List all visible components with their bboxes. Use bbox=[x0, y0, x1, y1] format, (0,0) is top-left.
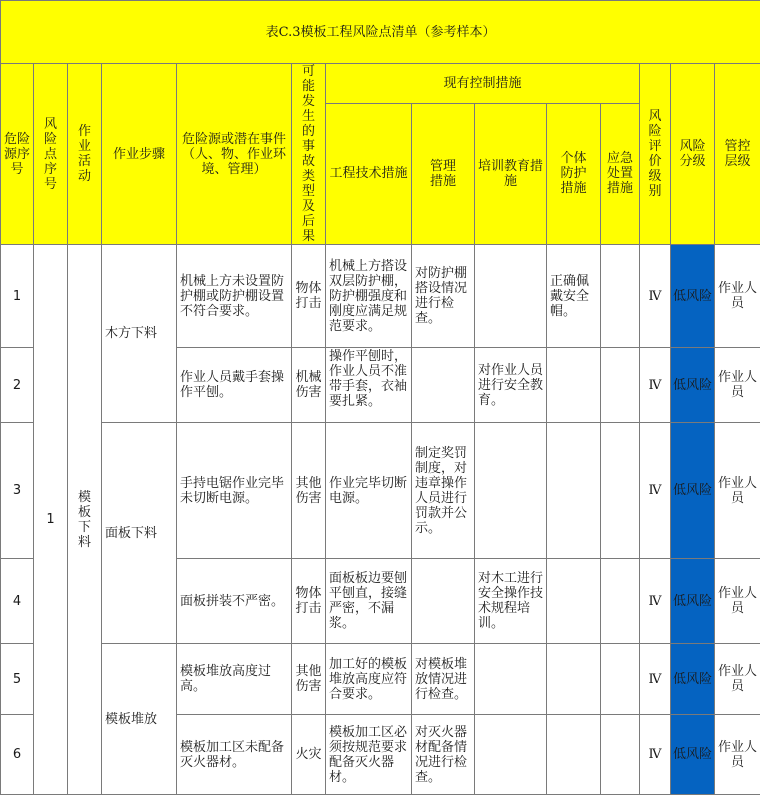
eng-cell bbox=[326, 348, 412, 423]
training-cell bbox=[475, 715, 547, 795]
mgmt-cell: 对灭火器材配备情况进行检查。 bbox=[412, 715, 475, 795]
table-row bbox=[1, 245, 760, 348]
eng-cell: 作业完毕切断电源。 bbox=[326, 423, 412, 559]
training-cell bbox=[475, 245, 547, 348]
emergency-cell bbox=[601, 644, 640, 715]
emergency-cell bbox=[601, 348, 640, 423]
row-no: 3 bbox=[1, 423, 34, 559]
step-cell-wood: 木方下料 bbox=[102, 245, 177, 423]
risk-grade-cell: 低风险 bbox=[671, 715, 715, 795]
header-mgmt: 管理措施 bbox=[412, 103, 475, 244]
header-emergency: 应急处置措施 bbox=[601, 103, 640, 244]
ppe-cell bbox=[547, 559, 601, 644]
accident-cell: 其他伤害 bbox=[292, 423, 326, 559]
training-cell bbox=[475, 644, 547, 715]
eng-cell: 加工好的模板堆放高度应符合要求。 bbox=[326, 644, 412, 715]
eval-cell: Ⅳ bbox=[640, 245, 671, 348]
mgmt-cell: 制定奖罚制度，对违章操作人员进行罚款并公示。 bbox=[412, 423, 475, 559]
header-eng-tech: 工程技术措施 bbox=[326, 103, 412, 244]
accident-cell: 机械伤害 bbox=[292, 348, 326, 423]
hazard-cell: 模板堆放高度过高。 bbox=[177, 644, 292, 715]
accident-cell: 物体打击 bbox=[292, 559, 326, 644]
emergency-cell bbox=[601, 423, 640, 559]
risk-point-no-cell: 1 bbox=[34, 245, 68, 795]
eval-cell: Ⅳ bbox=[640, 644, 671, 715]
ppe-cell bbox=[547, 423, 601, 559]
header-activity: 作业活动 bbox=[68, 64, 102, 245]
ppe-cell bbox=[547, 644, 601, 715]
control-level-cell: 作业人员 bbox=[715, 559, 760, 644]
header-ppe: 个体防护措施 bbox=[547, 103, 601, 244]
header-controls-group: 现有控制措施 bbox=[326, 64, 640, 104]
control-level-cell: 作业人员 bbox=[715, 644, 760, 715]
row-no: 2 bbox=[1, 348, 34, 423]
header-risk-grade: 风险分级 bbox=[671, 64, 715, 245]
risk-grade-cell: 低风险 bbox=[671, 245, 715, 348]
row-no: 1 bbox=[1, 245, 34, 348]
risk-grade-cell: 低风险 bbox=[671, 423, 715, 559]
eng-cell: 机械上方搭设双层防护棚，防护棚强度和刚度应满足规范要求。 bbox=[326, 245, 412, 348]
table-title bbox=[1, 1, 760, 64]
hazard-cell: 模板加工区未配备灭火器材。 bbox=[177, 715, 292, 795]
eng-cell: 面板板边要刨平刨直，接缝严密，不漏浆。 bbox=[326, 559, 412, 644]
hazard-cell: 手持电锯作业完毕未切断电源。 bbox=[177, 423, 292, 559]
eval-cell: Ⅳ bbox=[640, 423, 671, 559]
accident-cell: 其他伤害 bbox=[292, 644, 326, 715]
header-control-level: 管控层级 bbox=[715, 64, 760, 245]
step-cell-panel: 面板下料 bbox=[102, 423, 177, 644]
mgmt-cell: 对模板堆放情况进行检查。 bbox=[412, 644, 475, 715]
table-row bbox=[1, 423, 760, 559]
risk-grade-cell: 低风险 bbox=[671, 644, 715, 715]
risk-grade-cell: 低风险 bbox=[671, 559, 715, 644]
header-risk-eval: 风险评价级别 bbox=[640, 64, 671, 245]
ppe-cell bbox=[547, 348, 601, 423]
eval-cell: Ⅳ bbox=[640, 715, 671, 795]
hazard-cell: 面板拼装不严密。 bbox=[177, 559, 292, 644]
accident-cell: 火灾 bbox=[292, 715, 326, 795]
ppe-cell: 正确佩戴安全帽。 bbox=[547, 245, 601, 348]
emergency-cell bbox=[601, 559, 640, 644]
hazard-cell: 机械上方未设置防护棚或防护棚设置不符合要求。 bbox=[177, 245, 292, 348]
table-title-text: 表C.3模板工程风险点清单（参考样本） bbox=[266, 25, 496, 40]
header-accident-type: 可能发生的事故类型及后果 bbox=[292, 64, 326, 245]
ppe-cell bbox=[547, 715, 601, 795]
accident-cell: 物体打击 bbox=[292, 245, 326, 348]
mgmt-cell bbox=[412, 559, 475, 644]
risk-grade-cell: 低风险 bbox=[671, 348, 715, 423]
header-step: 作业步骤 bbox=[102, 64, 177, 245]
control-level-cell: 作业人员 bbox=[715, 245, 760, 348]
header-hazard-desc: 危险源或潜在事件（人、物、作业环境、管理） bbox=[177, 64, 292, 245]
control-level-cell: 作业人员 bbox=[715, 348, 760, 423]
row-no: 6 bbox=[1, 715, 34, 795]
mgmt-cell: 对防护棚搭设情况进行检查。 bbox=[412, 245, 475, 348]
header-risk-point-no: 风险点序号 bbox=[34, 64, 68, 245]
header-training: 培训教育措施 bbox=[475, 103, 547, 244]
training-cell: 对作业人员进行安全教育。 bbox=[475, 348, 547, 423]
hazard-cell: 作业人员戴手套操作平刨。 bbox=[177, 348, 292, 423]
step-cell-stack: 模板堆放 bbox=[102, 644, 177, 795]
mgmt-cell bbox=[412, 348, 475, 423]
emergency-cell bbox=[601, 715, 640, 795]
control-level-cell: 作业人员 bbox=[715, 715, 760, 795]
row-no: 5 bbox=[1, 644, 34, 715]
eng-cell-text: 操作平刨时，作业人员不准带手套，衣袖要扎紧。 bbox=[329, 349, 409, 421]
activity-cell: 模板下料 bbox=[68, 245, 102, 795]
header-hazard-no: 危险源序号 bbox=[1, 64, 34, 245]
control-level-cell: 作业人员 bbox=[715, 423, 760, 559]
training-cell bbox=[475, 423, 547, 559]
emergency-cell bbox=[601, 245, 640, 348]
eval-cell: Ⅳ bbox=[640, 348, 671, 423]
table-row bbox=[1, 644, 760, 715]
eng-cell: 模板加工区必须按规范要求配备灭火器材。 bbox=[326, 715, 412, 795]
eval-cell: Ⅳ bbox=[640, 559, 671, 644]
row-no: 4 bbox=[1, 559, 34, 644]
training-cell: 对木工进行安全操作技术规程培训。 bbox=[475, 559, 547, 644]
